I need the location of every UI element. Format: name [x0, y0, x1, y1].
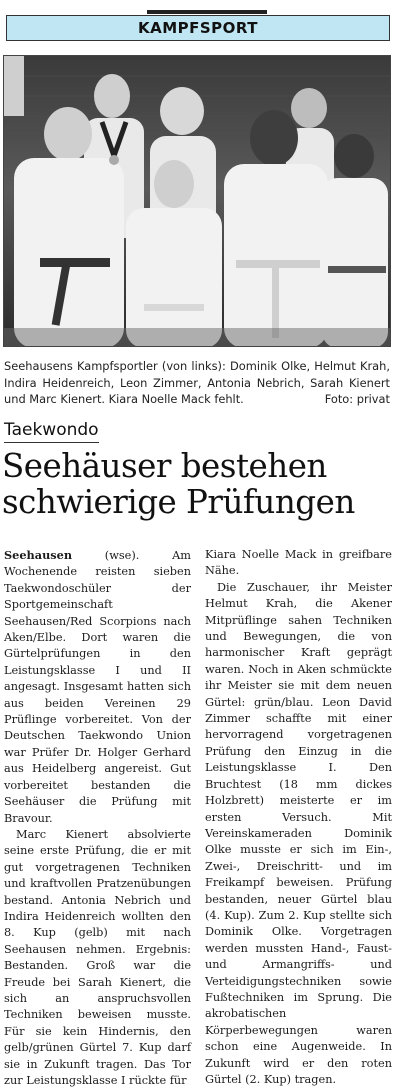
- photo-caption: [4, 358, 390, 408]
- paragraph: Die Zuschauer, ihr Meister Helmut Krah, die Akener Mitprüflinge sahen Techniken und Bewegungen, die von harmonischer Kraft geprägt waren. Noch in Aken schmückte ihr Meister sie mit dem neuen Gürtel: grün/blau. Leon David Zimmer schaffte mit einer hervorragend vorgetragenen Prüfung den Einzug in die Leistungsklasse I. Den Bruchtest (18 mm dickes Holzbrett) meisterte er im ersten Versuch. Mit Vereinskameraden Dominik Olke musste er sich im Ein-, Zwei-, Dreischritt- und im Freikampf beweisen. Prüfung bestanden, neuer Gürtel blau (4. Kup). Zum 2. Kup stellte sich Dominik Olke. Vorgetragen werden mussten Hand-, Faust- und Armangriffs- und Verteidigungstechniken sowie Fußtechniken im Sprung. Die akrobatischen Körperbewegungen waren schon eine Augenweide. In Zukunft wird er den roten Gürtel (2. Kup) tragen.: [205, 580, 392, 1086]
- photo-illustration: [4, 56, 391, 347]
- dateline-location: Seehausen: [4, 548, 73, 562]
- headline: Seehäuser bestehen schwierige Prüfungen: [2, 447, 355, 521]
- paragraph: Kiara Noelle Mack in greifbare Nähe.: [205, 548, 392, 578]
- section-label: KAMPFSPORT: [137, 19, 259, 37]
- kicker: Taekwondo: [4, 420, 99, 443]
- article-column-right: [205, 547, 392, 1088]
- caption-text: Seehausens Kampfsportler (von links): Dominik Olke, Helmut Krah, Indira Heidenreich, Leon Zimmer, Antonia Nebrich, Sarah Kienert und Marc Kienert. Kiara Noelle Mack fehlt.: [4, 359, 390, 406]
- paragraph: [4, 547, 191, 827]
- paragraph: Marc Kienert absolvierte seine erste Prüfung, die er mit gut vorgetragenen Techniken und kraftvollen Pratzenübungen bestand. Antonia Nebrich und Indira Heidenreich wollten den 8. Kup (gelb) mit nach Seehausen nehmen. Ergebnis: Bestanden. Groß war die Freude bei Sarah Kienert, die sich an anspruchsvollen Techniken beweisen musste. Für sie kein Hindernis, den gelb/grünen Gürtel 7. Kup darf sie in Zukunft tragen. Das Tor zur Leistungsklasse I rückte für: [4, 827, 191, 1087]
- paragraph-text: (wse). Am Wochenende reisten sieben Taekwondoschüler der Sportgemeinschaft Seehausen/Red Scorpions nach Aken/Elbe. Dort waren die Gürtelprüfungen in den Leistungsklasse I und II angesagt. Insgesamt hatten sich aus beiden Vereinen 29 Prüflinge vorbereitet. Von der Deutschen Taekwondo Union war Prüfer Dr. Holger Gerhard aus Heidelberg angereist. Gut vorbereitet bestanden die Seehäuser die Prüfung mit Bravour.: [4, 549, 191, 825]
- header-rule: [147, 10, 267, 14]
- photo-credit: Foto: privat: [324, 392, 390, 406]
- article-column-left: [4, 547, 191, 1089]
- section-header: [6, 15, 390, 41]
- group-photo: [3, 55, 391, 347]
